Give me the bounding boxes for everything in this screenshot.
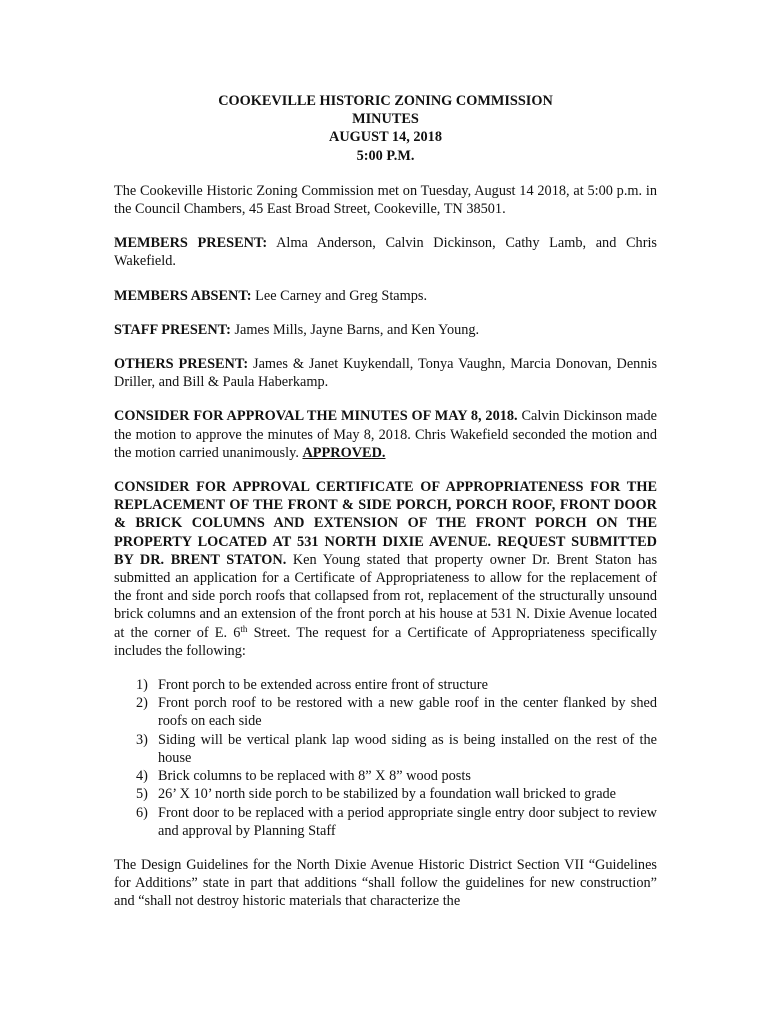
list-item (114, 804, 657, 840)
list-item-text: Front porch roof to be restored with a new gable roof in the center flanked by shed roofs on each side (158, 695, 657, 730)
certificate-paragraph (114, 478, 657, 660)
meeting-time: 5:00 P.M. (356, 147, 415, 164)
members-absent-text: Lee Carney and Greg Stamps. (255, 287, 428, 304)
list-item (114, 694, 657, 730)
list-item-number: 3) (136, 731, 148, 748)
commission-title: COOKEVILLE HISTORIC ZONING COMMISSION (218, 93, 553, 109)
intro-paragraph: The Cookeville Historic Zoning Commission met on Tuesday, August 14 2018, at 5:00 p.m. in the Council Chambers, 45 East Broad Street, Cookeville, TN 38501. (114, 182, 657, 218)
staff-present-text: James Mills, Jayne Barns, and Ken Young. (234, 321, 480, 338)
minutes-approval-paragraph (114, 407, 657, 462)
list-item (114, 676, 657, 694)
others-present-text: James & Janet Kuykendall, Tonya Vaughn, Marcia Donovan, Dennis Driller, and Bill & Paula Haberkamp. (114, 356, 658, 391)
list-item-text: Brick columns to be replaced with 8” X 8” wood posts (158, 768, 471, 785)
certificate-text-before: Ken Young stated that property owner Dr. Brent Staton has submitted an application for a Certificate of Appropriateness to allow for the replacement of the front and side porch roofs that collapsed from rot, replacement of the structurally unsound brick columns and an extension of the front porch at his house at 531 N. Dixie Avenue located at the corner of E. 6 (114, 551, 658, 641)
approved-result: APPROVED. (302, 444, 386, 461)
document-header (114, 92, 657, 165)
list-item-text: Siding will be vertical plank lap wood siding as is being installed on the rest of the house (158, 731, 657, 766)
others-present-paragraph (114, 355, 657, 391)
staff-present-label: STAFF PRESENT: (114, 321, 231, 338)
list-item (114, 785, 657, 803)
minutes-approval-label: CONSIDER FOR APPROVAL THE MINUTES OF MAY 8, 2018. (114, 408, 518, 425)
document-page (114, 92, 657, 927)
list-item-text: Front porch to be extended across entire front of structure (158, 677, 488, 694)
meeting-date: AUGUST 14, 2018 (329, 129, 442, 146)
list-item-number: 6) (136, 804, 148, 821)
list-item-number: 2) (136, 695, 148, 712)
members-absent-label: MEMBERS ABSENT: (114, 287, 252, 304)
ordinal-suffix: th (240, 623, 248, 634)
staff-present-paragraph (114, 321, 657, 339)
certificate-label: CONSIDER FOR APPROVAL CERTIFICATE OF APPROPRIATENESS FOR THE REPLACEMENT OF THE FRONT & SIDE PORCH, PORCH ROOF, FRONT DOOR & BRICK COLUMNS AND EXTENSION OF THE FRONT PORCH ON THE PROPERTY LOCATED AT 531 NORTH DIXIE AVENUE. REQUEST SUBMITTED BY DR. BRENT STATON. (114, 479, 657, 568)
list-item-number: 1) (136, 677, 148, 694)
members-present-label: MEMBERS PRESENT: (114, 235, 268, 252)
list-item-text: 26’ X 10’ north side porch to be stabilized by a foundation wall bricked to grade (158, 786, 617, 803)
list-item-text: Front door to be replaced with a period appropriate single entry door subject to review and approval by Planning Staff (158, 804, 657, 839)
list-item-number: 5) (136, 786, 148, 803)
list-item-number: 4) (136, 768, 148, 785)
request-items-list (114, 676, 657, 840)
members-present-text: Alma Anderson, Calvin Dickinson, Cathy Lamb, and Chris Wakefield. (114, 235, 657, 270)
members-absent-paragraph (114, 287, 657, 305)
list-item (114, 767, 657, 785)
certificate-text-after: Street. The request for a Certificate of Appropriateness specifically includes the following: (114, 624, 657, 659)
guidelines-paragraph: The Design Guidelines for the North Dixie Avenue Historic District Section VII “Guidelines for Additions” state in part that additions “shall follow the guidelines for new construction” and “shall not destroy historic materials that characterize the (114, 856, 657, 910)
list-item (114, 731, 657, 767)
minutes-approval-text: Calvin Dickinson made the motion to approve the minutes of May 8, 2018. Chris Wakefield seconded the motion and the motion carried unanimously. (114, 408, 657, 461)
document-type: MINUTES (352, 111, 419, 128)
others-present-label: OTHERS PRESENT: (114, 356, 249, 373)
members-present-paragraph (114, 234, 657, 270)
